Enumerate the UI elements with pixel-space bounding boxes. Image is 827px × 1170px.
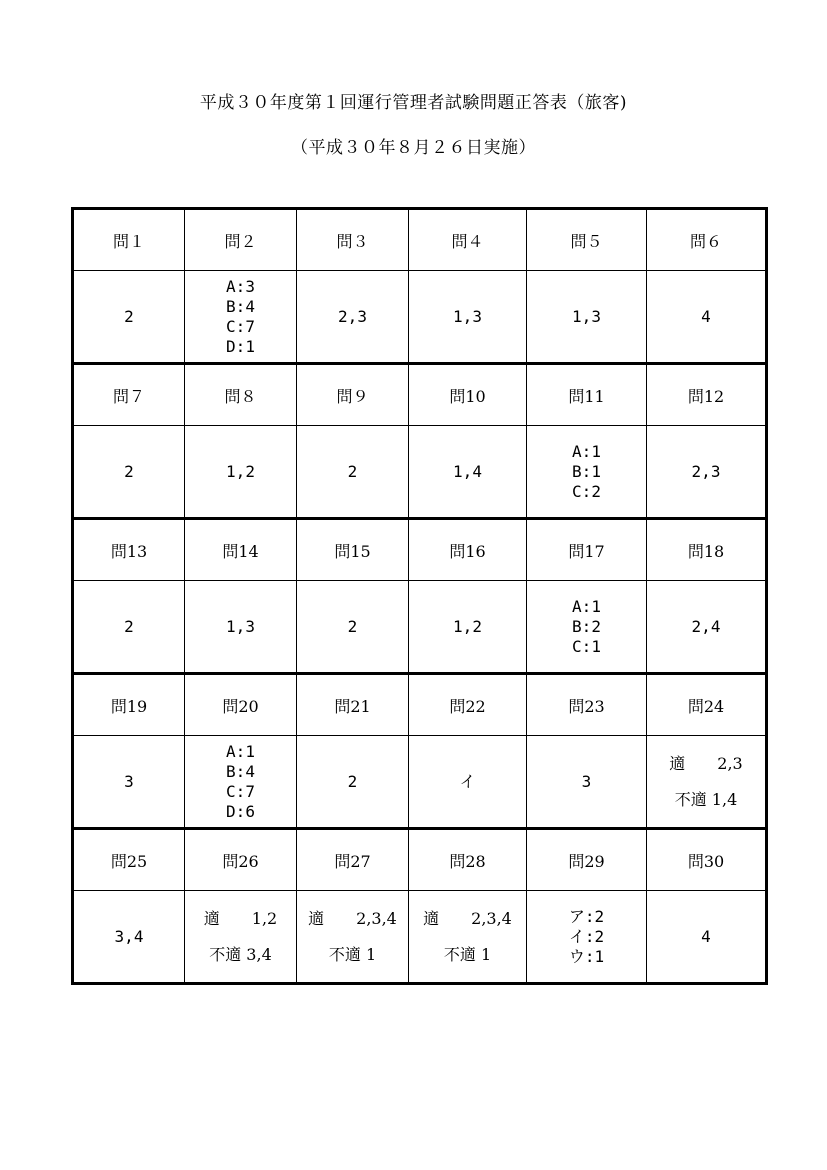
question-number-cell: 問14	[185, 519, 297, 581]
question-header-row	[73, 674, 767, 736]
answer-cell	[73, 271, 185, 364]
answer-line: 1,3	[226, 616, 255, 636]
answer-line: 3	[581, 771, 592, 791]
answer-line: C:1	[572, 636, 601, 656]
answer-cell	[297, 891, 409, 984]
answer-row	[73, 426, 767, 519]
answer-row	[73, 736, 767, 829]
answer-line: イ:2	[568, 926, 605, 946]
answer-line: 2,4	[691, 616, 721, 636]
answer-line: 3,4	[114, 926, 144, 946]
answer-cell	[647, 736, 767, 829]
appropriate-answer: 適 1,2	[203, 908, 278, 928]
question-number-cell: 問10	[409, 364, 527, 426]
answer-line: 1,3	[453, 306, 482, 326]
answer-cell	[185, 736, 297, 829]
answer-cell	[527, 581, 647, 674]
answer-cell	[647, 891, 767, 984]
page-subtitle: （平成３０年８月２６日実施）	[291, 138, 536, 158]
question-number-cell: 問１	[73, 209, 185, 271]
question-number-cell: 問25	[73, 829, 185, 891]
inappropriate-answer: 不適 1,4	[674, 789, 738, 809]
answer-line: A:1	[572, 441, 601, 461]
question-number-cell: 問４	[409, 209, 527, 271]
answer-line: イ	[459, 771, 476, 791]
answer-line: C:7	[226, 781, 255, 801]
question-number-cell: 問23	[527, 674, 647, 736]
question-number-cell: 問９	[297, 364, 409, 426]
answer-row	[73, 891, 767, 984]
question-number-cell: 問13	[73, 519, 185, 581]
answer-cell	[527, 736, 647, 829]
answer-line: 2	[124, 461, 134, 481]
question-number-cell: 問５	[527, 209, 647, 271]
answer-cell	[185, 271, 297, 364]
answer-cell	[73, 581, 185, 674]
answer-line: 1,3	[572, 306, 601, 326]
answer-line: 1,4	[453, 461, 482, 481]
appropriate-answer: 適 2,3,4	[423, 908, 512, 928]
answer-line: ア:2	[568, 906, 605, 926]
question-number-cell: 問19	[73, 674, 185, 736]
answer-cell	[73, 426, 185, 519]
answer-cell	[409, 581, 527, 674]
question-number-cell: 問22	[409, 674, 527, 736]
answer-line: 2	[347, 616, 358, 636]
answer-cell	[73, 891, 185, 984]
answer-line: B:2	[572, 616, 601, 636]
page-title: 平成３０年度第１回運行管理者試験問題正答表（旅客)	[199, 93, 628, 113]
inappropriate-answer: 不適 3,4	[209, 944, 272, 964]
answer-line: A:3	[226, 276, 255, 296]
answer-cell	[297, 581, 409, 674]
question-number-cell: 問８	[185, 364, 297, 426]
answer-cell	[409, 891, 527, 984]
question-number-cell: 問16	[409, 519, 527, 581]
question-number-cell: 問17	[527, 519, 647, 581]
question-number-cell: 問29	[527, 829, 647, 891]
answer-cell	[527, 271, 647, 364]
answer-line: C:2	[572, 481, 601, 501]
answer-line: 2	[124, 616, 134, 636]
answer-row	[73, 581, 767, 674]
question-number-cell: 問６	[647, 209, 767, 271]
answer-line: 2	[347, 771, 358, 791]
question-header-row	[73, 829, 767, 891]
answer-line: 2,3	[691, 461, 721, 481]
answer-line: B:4	[226, 296, 255, 316]
answer-table	[71, 207, 768, 985]
answer-cell	[527, 426, 647, 519]
question-header-row	[73, 209, 767, 271]
answer-line: A:1	[226, 741, 255, 761]
question-number-cell: 問21	[297, 674, 409, 736]
answer-cell	[409, 426, 527, 519]
answer-cell	[527, 891, 647, 984]
answer-line: 2	[347, 461, 358, 481]
question-number-cell: 問２	[185, 209, 297, 271]
answer-cell	[297, 271, 409, 364]
answer-cell	[409, 271, 527, 364]
answer-cell	[185, 891, 297, 984]
answer-cell	[409, 736, 527, 829]
answer-line: 1,2	[226, 461, 255, 481]
answer-line: 1,2	[453, 616, 482, 636]
answer-cell	[297, 426, 409, 519]
answer-cell	[297, 736, 409, 829]
answer-cell	[73, 736, 185, 829]
answer-line: A:1	[572, 596, 601, 616]
question-number-cell: 問11	[527, 364, 647, 426]
answer-line: 2,3	[338, 306, 367, 326]
inappropriate-answer: 不適 1	[443, 944, 492, 964]
answer-line: ウ:1	[568, 946, 605, 966]
answer-line: B:1	[572, 461, 601, 481]
question-number-cell: 問26	[185, 829, 297, 891]
answer-cell	[647, 426, 767, 519]
question-header-row	[73, 364, 767, 426]
answer-cell	[185, 426, 297, 519]
answer-cell	[185, 581, 297, 674]
appropriate-answer: 適 2,3,4	[308, 908, 397, 928]
question-number-cell: 問30	[647, 829, 767, 891]
question-number-cell: 問18	[647, 519, 767, 581]
answer-row	[73, 271, 767, 364]
question-header-row	[73, 519, 767, 581]
answer-line: 2	[124, 306, 134, 326]
answer-line: C:7	[226, 316, 255, 336]
answer-cell	[647, 581, 767, 674]
question-number-cell: 問７	[73, 364, 185, 426]
question-number-cell: 問３	[297, 209, 409, 271]
question-number-cell: 問27	[297, 829, 409, 891]
answer-line: 4	[701, 926, 711, 946]
answer-cell	[647, 271, 767, 364]
question-number-cell: 問24	[647, 674, 767, 736]
answer-line: D:1	[226, 336, 255, 356]
question-number-cell: 問15	[297, 519, 409, 581]
answer-line: 3	[124, 771, 134, 791]
question-number-cell: 問12	[647, 364, 767, 426]
question-number-cell: 問28	[409, 829, 527, 891]
question-number-cell: 問20	[185, 674, 297, 736]
answer-line: B:4	[226, 761, 255, 781]
answer-line: 4	[701, 306, 711, 326]
inappropriate-answer: 不適 1	[328, 944, 377, 964]
appropriate-answer: 適 2,3	[669, 753, 743, 773]
answer-line: D:6	[226, 801, 255, 821]
